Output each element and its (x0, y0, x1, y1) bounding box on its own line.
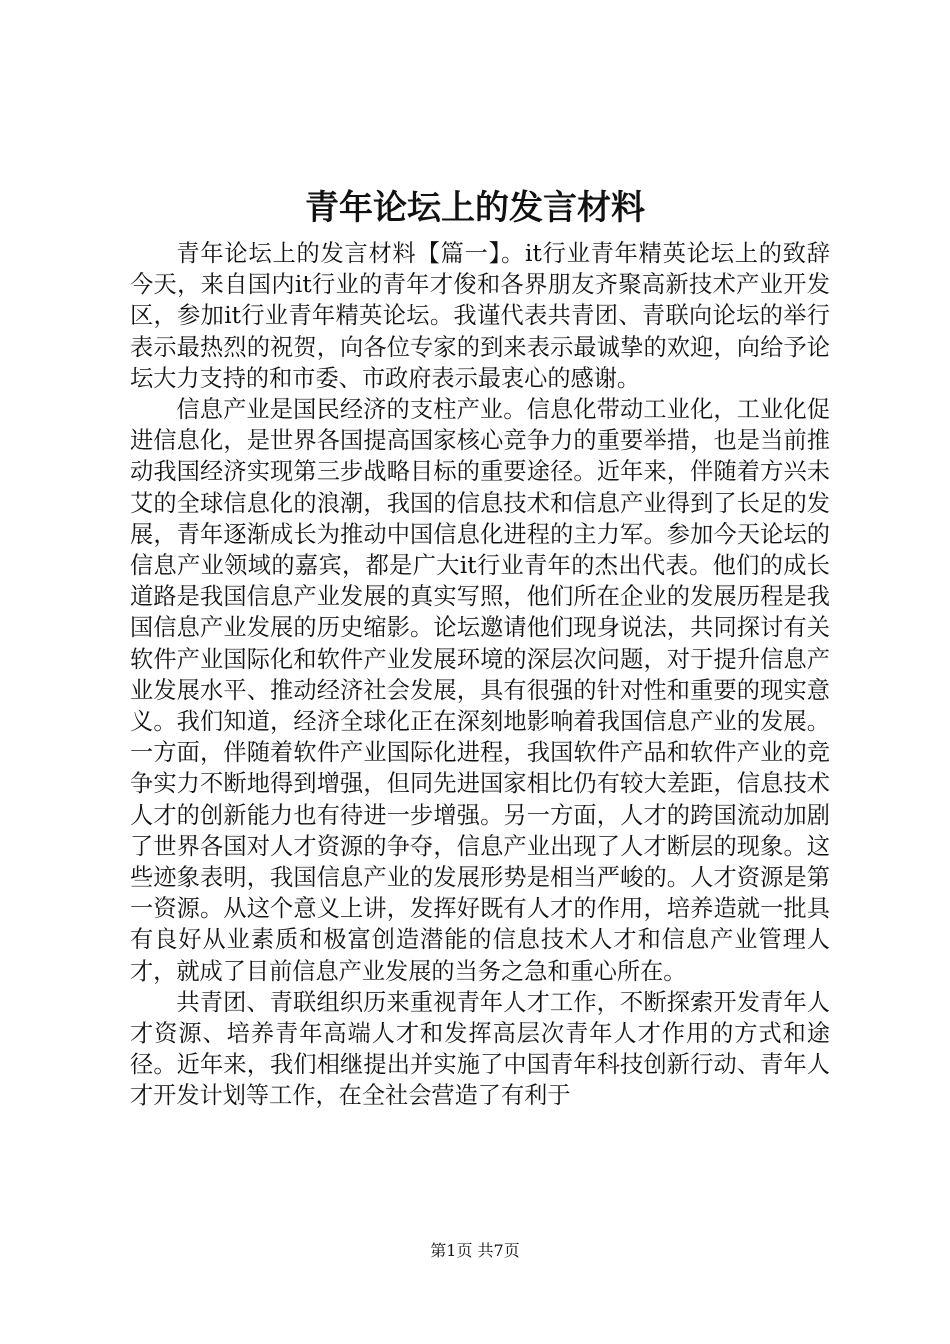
paragraph-1: 青年论坛上的发言材料【篇一】。it行业青年精英论坛上的致辞今天，来自国内it行业的青年才俊和各界朋友齐聚高新技术产业开发区，参加it行业青年精英论坛。我谨代表共青团、青联向论坛的举行表示最热烈的祝贺，向各位专家的到来表示最诚挚的欢迎，向给予论坛大力支持的和市委、市政府表示最衷心的感谢。 (130, 240, 830, 392)
page-number-footer: 第1页 共7页 (430, 1241, 520, 1260)
document-title: 青年论坛上的发言材料 (305, 188, 645, 228)
paragraph-3: 共青团、青联组织历来重视青年人才工作，不断探索开发青年人才资源、培养青年高端人才和发挥高层次青年人才作用的方式和途径。近年来，我们相继提出并实施了中国青年科技创新行动、青年人才开发计划等工作，在全社会营造了有利于 (130, 988, 830, 1110)
document-body (130, 238, 830, 1112)
paragraph-2: 信息产业是国民经济的支柱产业。信息化带动工业化，工业化促进信息化，是世界各国提高国家核心竞争力的重要举措，也是当前推动我国经济实现第三步战略目标的重要途径。近年来，伴随着方兴未艾的全球信息化的浪潮，我国的信息技术和信息产业得到了长足的发展，青年逐渐成长为推动中国信息化进程的主力军。参加今天论坛的信息产业领域的嘉宾，都是广大it行业青年的杰出代表。他们的成长道路是我国信息产业发展的真实写照，他们所在企业的发展历程是我国信息产业发展的历史缩影。论坛邀请他们现身说法，共同探讨有关软件产业国际化和软件产业发展环境的深层次问题，对于提升信息产业发展水平、推动经济社会发展，具有很强的针对性和重要的现实意义。我们知道，经济全球化正在深刻地影响着我国信息产业的发展。一方面，伴随着软件产业国际化进程，我国软件产品和软件产业的竞争实力不断地得到增强，但同先进国家相比仍有较大差距，信息技术人才的创新能力也有待进一步增强。另一方面，人才的跨国流动加剧了世界各国对人才资源的争夺，信息产业出现了人才断层的现象。这些迹象表明，我国信息产业的发展形势是相当严峻的。人才资源是第一资源。从这个意义上讲，发挥好既有人才的作用，培养造就一批具有良好从业素质和极富创造潜能的信息技术人才和信息产业管理人才，就成了目前信息产业发展的当务之急和重心所在。 (130, 396, 830, 985)
